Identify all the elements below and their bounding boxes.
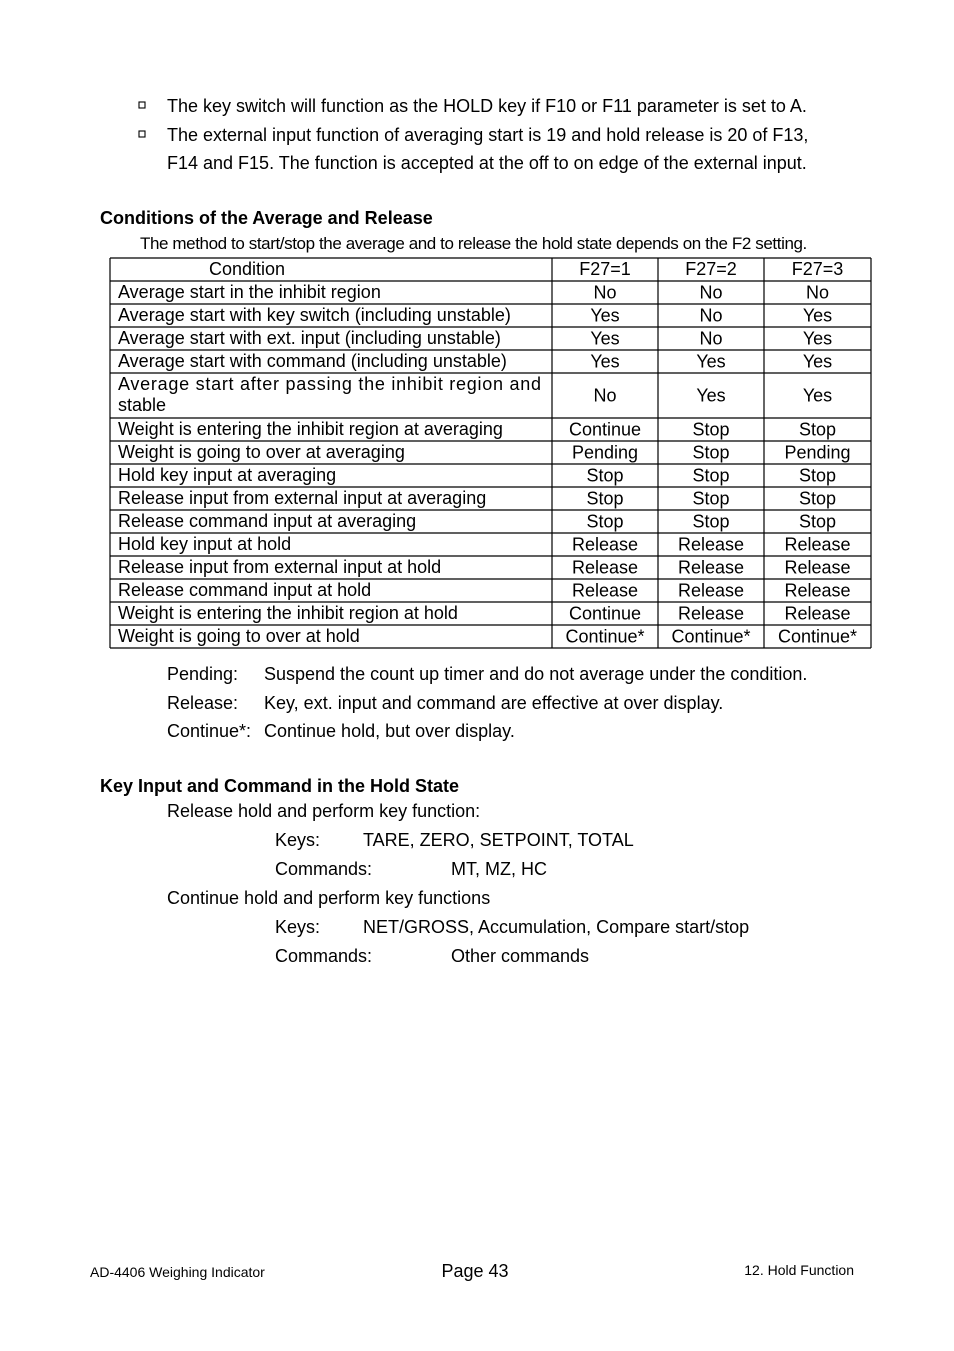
value-cell: Stop	[798, 488, 837, 509]
keys-label: Keys:	[275, 917, 321, 937]
value-cell: Stop	[798, 465, 837, 486]
value-cell: Stop	[692, 511, 730, 532]
value-cell: Release	[571, 580, 639, 601]
bullet-list	[139, 96, 808, 173]
condition-cell: Hold key input at averaging	[118, 465, 337, 485]
value-cell: Yes	[802, 305, 833, 326]
condition-cell: Average start with ext. input (including unstable)	[118, 328, 501, 348]
table-header-cell: F27=2	[685, 259, 737, 279]
value-cell: Release	[677, 534, 745, 555]
condition-cell: Average start in the inhibit region	[118, 282, 381, 302]
note-description: Suspend the count up timer and do not average under the condition.	[264, 664, 808, 684]
value-cell: Release	[571, 534, 639, 555]
keys-value: NET/GROSS, Accumulation, Compare start/stop	[363, 917, 750, 937]
value-cell: Continue	[568, 419, 642, 440]
value-cell: No	[699, 305, 723, 326]
continue-hold-label: Continue hold and perform key functions	[167, 888, 491, 908]
table-header-cell: Condition	[208, 259, 286, 279]
commands-label: Commands:	[275, 946, 373, 966]
value-cell: Continue	[568, 603, 642, 624]
bullet-line: The external input function of averaging start is 19 and hold release is 20 of F13,	[167, 125, 809, 145]
section-intro: The method to start/stop the average and to release the hold state depends on the F2 setting.	[140, 234, 807, 253]
value-cell: Release	[784, 557, 851, 578]
condition-cell: Weight is going to over at hold	[118, 626, 360, 646]
commands-value: MT, MZ, HC	[451, 859, 547, 879]
value-cell: Release	[784, 534, 851, 555]
value-cell: Stop	[692, 465, 730, 486]
condition-cell: Hold key input at hold	[118, 534, 292, 554]
value-cell: Pending	[571, 442, 639, 463]
commands-value: Other commands	[451, 946, 590, 966]
note-description: Key, ext. input and command are effective at over display.	[264, 693, 724, 713]
value-cell: No	[593, 385, 617, 406]
value-cell: Stop	[692, 488, 730, 509]
value-cell: Yes	[590, 305, 620, 326]
value-cell: No	[699, 328, 723, 349]
value-cell: No	[805, 282, 830, 303]
table-header-cell: F27=3	[791, 259, 844, 279]
bullet-line: The key switch will function as the HOLD key if F10 or F11 parameter is set to A.	[167, 96, 807, 116]
bullet-item	[139, 96, 807, 116]
value-cell: Release	[677, 580, 745, 601]
note-term: Continue*:	[167, 721, 252, 741]
condition-cell: Average start after passing the inhibit region and	[118, 374, 541, 394]
value-cell: Release	[571, 557, 639, 578]
condition-cell: Weight is going to over at averaging	[118, 442, 405, 462]
value-cell: Yes	[590, 351, 620, 372]
condition-cell: Average start with command (including unstable)	[118, 351, 507, 371]
value-cell: Yes	[802, 385, 833, 406]
value-cell: Release	[677, 557, 745, 578]
condition-cell: Weight is entering the inhibit region at averaging	[118, 419, 503, 439]
keys-label: Keys:	[275, 830, 321, 850]
condition-cell: Release input from external input at averaging	[118, 488, 487, 508]
value-cell: Stop	[692, 442, 730, 463]
note-term: Release:	[167, 693, 239, 713]
section-heading: Conditions of the Average and Release	[100, 208, 433, 228]
value-cell: Stop	[586, 511, 624, 532]
table-row	[118, 488, 836, 509]
footer-left: AD-4406 Weighing Indicator	[90, 1264, 265, 1280]
value-cell: Stop	[586, 488, 624, 509]
footer-right: 12. Hold Function	[744, 1262, 854, 1278]
value-cell: Yes	[696, 351, 726, 372]
value-cell: Pending	[784, 442, 851, 463]
note-description: Continue hold, but over display.	[264, 721, 515, 741]
keys-value: TARE, ZERO, SETPOINT, TOTAL	[363, 830, 634, 850]
note-term: Pending:	[167, 664, 239, 684]
bullet-line: F14 and F15. The function is accepted at the off to on edge of the external input.	[167, 153, 807, 173]
condition-cell: Release command input at hold	[118, 580, 372, 600]
value-cell: Release	[784, 603, 851, 624]
value-cell: Yes	[696, 385, 726, 406]
section-heading: Key Input and Command in the Hold State	[100, 776, 460, 796]
value-cell: Release	[784, 580, 851, 601]
value-cell: Continue*	[671, 626, 751, 647]
condition-cell: Release input from external input at hold	[118, 557, 442, 577]
value-cell: Yes	[590, 328, 620, 349]
condition-cell: Release command input at averaging	[118, 511, 417, 531]
value-cell: Yes	[802, 351, 833, 372]
value-cell: Release	[677, 603, 745, 624]
value-cell: Continue*	[777, 626, 858, 647]
release-hold-label: Release hold and perform key function:	[167, 801, 481, 821]
value-cell: No	[593, 282, 617, 303]
table-row	[118, 351, 832, 372]
condition-cell: Average start with key switch (including unstable)	[118, 305, 511, 325]
table-header-cell: F27=1	[579, 259, 631, 279]
commands-label: Commands:	[275, 859, 373, 879]
value-cell: Continue*	[565, 626, 645, 647]
condition-cell: Weight is entering the inhibit region at hold	[118, 603, 458, 623]
value-cell: Stop	[798, 419, 837, 440]
condition-cell: stable	[118, 395, 167, 415]
value-cell: Stop	[798, 511, 837, 532]
value-cell: Stop	[692, 419, 730, 440]
footer-page-number: Page 43	[441, 1261, 509, 1281]
value-cell: No	[699, 282, 723, 303]
value-cell: Yes	[802, 328, 833, 349]
value-cell: Stop	[586, 465, 624, 486]
table-row	[118, 419, 836, 440]
